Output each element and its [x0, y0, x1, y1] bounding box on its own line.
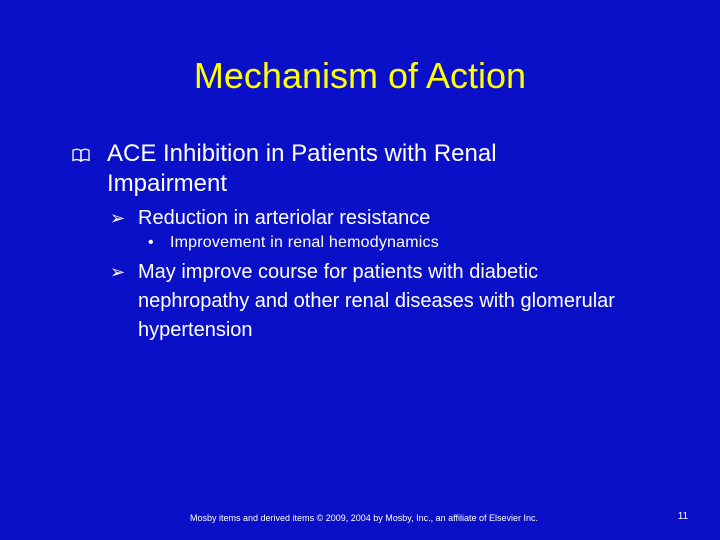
copyright-footer: Mosby items and derived items © 2009, 2004 by Mosby, Inc., an affiliate of Elsevier Inc. — [190, 513, 538, 523]
sub-bullet-reduction — [110, 204, 630, 233]
page-number: 11 — [677, 511, 689, 522]
sub-bullet-text: Reduction in arteriolar resistance — [138, 207, 431, 229]
main-bullet — [72, 139, 632, 199]
sub-bullet-course — [110, 258, 630, 345]
arrowhead-icon: ➢ — [110, 208, 126, 228]
dot-icon: • — [148, 234, 154, 251]
sub-sub-bullet-improvement — [148, 233, 548, 253]
sub-bullet-text: May improve course for patients with diabetic nephropathy and other renal diseases with glomerular hypertension — [138, 261, 615, 341]
main-bullet-text: ACE Inhibition in Patients with Renal Impairment — [107, 140, 497, 197]
book-icon — [72, 139, 107, 167]
slide-title: Mechanism of Action — [193, 55, 527, 96]
arrowhead-icon: ➢ — [110, 262, 126, 282]
sub-sub-bullet-text: Improvement in renal hemodynamics — [170, 234, 439, 251]
